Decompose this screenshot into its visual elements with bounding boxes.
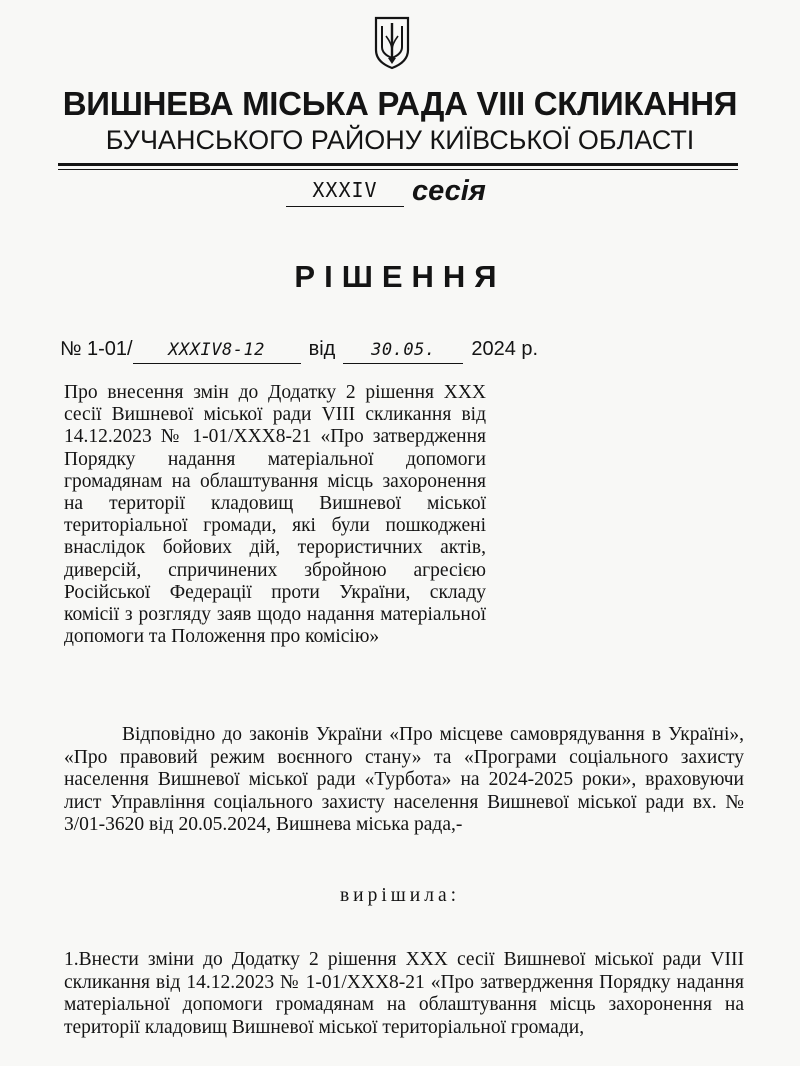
resolved-label: вирішила: [339,885,461,906]
decision-date: 30.05. [343,337,463,364]
document-title: РІШЕННЯ [294,259,506,294]
council-name: ВИШНЕВА МІСЬКА РАДА VIII СКЛИКАННЯ [62,85,738,122]
decision-number-line [60,334,538,364]
decision-number-prefix: № 1-01/ [60,338,133,360]
preamble-paragraph: Відповідно до законів України «Про місцеве самоврядування в Україні», «Про правовий режим воєнного стану» та «Програми соціального захисту населення Вишневої міської ради «Турбота» на 2024-2025 роки», враховуючи лист Управління соціального захисту населення Вишневої міської ради вх. № 3/01-3620 від 20.05.2024, Вишнева міська рада,- [64,724,744,836]
council-subtitle: БУЧАНСЬКОГО РАЙОНУ КИЇВСЬКОЇ ОБЛАСТІ [105,125,695,155]
decision-number: XXXIV8-12 [133,337,301,364]
decision-year: 2024 р. [471,338,539,360]
decision-subject: Про внесення змін до Додатку 2 рішення XXX сесії Вишневої міської ради VIII скликання від 14.12.2023 № 1-01/XXX8-21 «Про затвердження Порядку надання матеріальної допомоги громадянам на облаштування місць захоронення на території кладовищ Вишневої міської територіальної громади, які були пошкоджені внаслідок бойових дій, терористичних актів, диверсій, спричинених збройною агресією Російської Федерації проти України, складу комісії з розгляду заяв щодо надання матеріальної допомоги та Положення про комісію» [64,382,486,648]
trident-icon [372,14,412,70]
decision-date-label: від [308,338,336,360]
header-rule-thin [58,169,738,170]
header-rule-thick [58,163,738,166]
session-label: сесія [412,175,486,207]
item-1-paragraph: 1.Внести зміни до Додатку 2 рішення XXX сесії Вишневої міської ради VIII скликання від 14.12.2023 № 1-01/XXX8-21 «Про затвердження Порядку надання матеріальної допомоги громадянам на облаштування місць захоронення на території кладовищ Вишневої міської територіальної громади, [64,949,744,1038]
session-number: XXXIV [286,174,404,207]
